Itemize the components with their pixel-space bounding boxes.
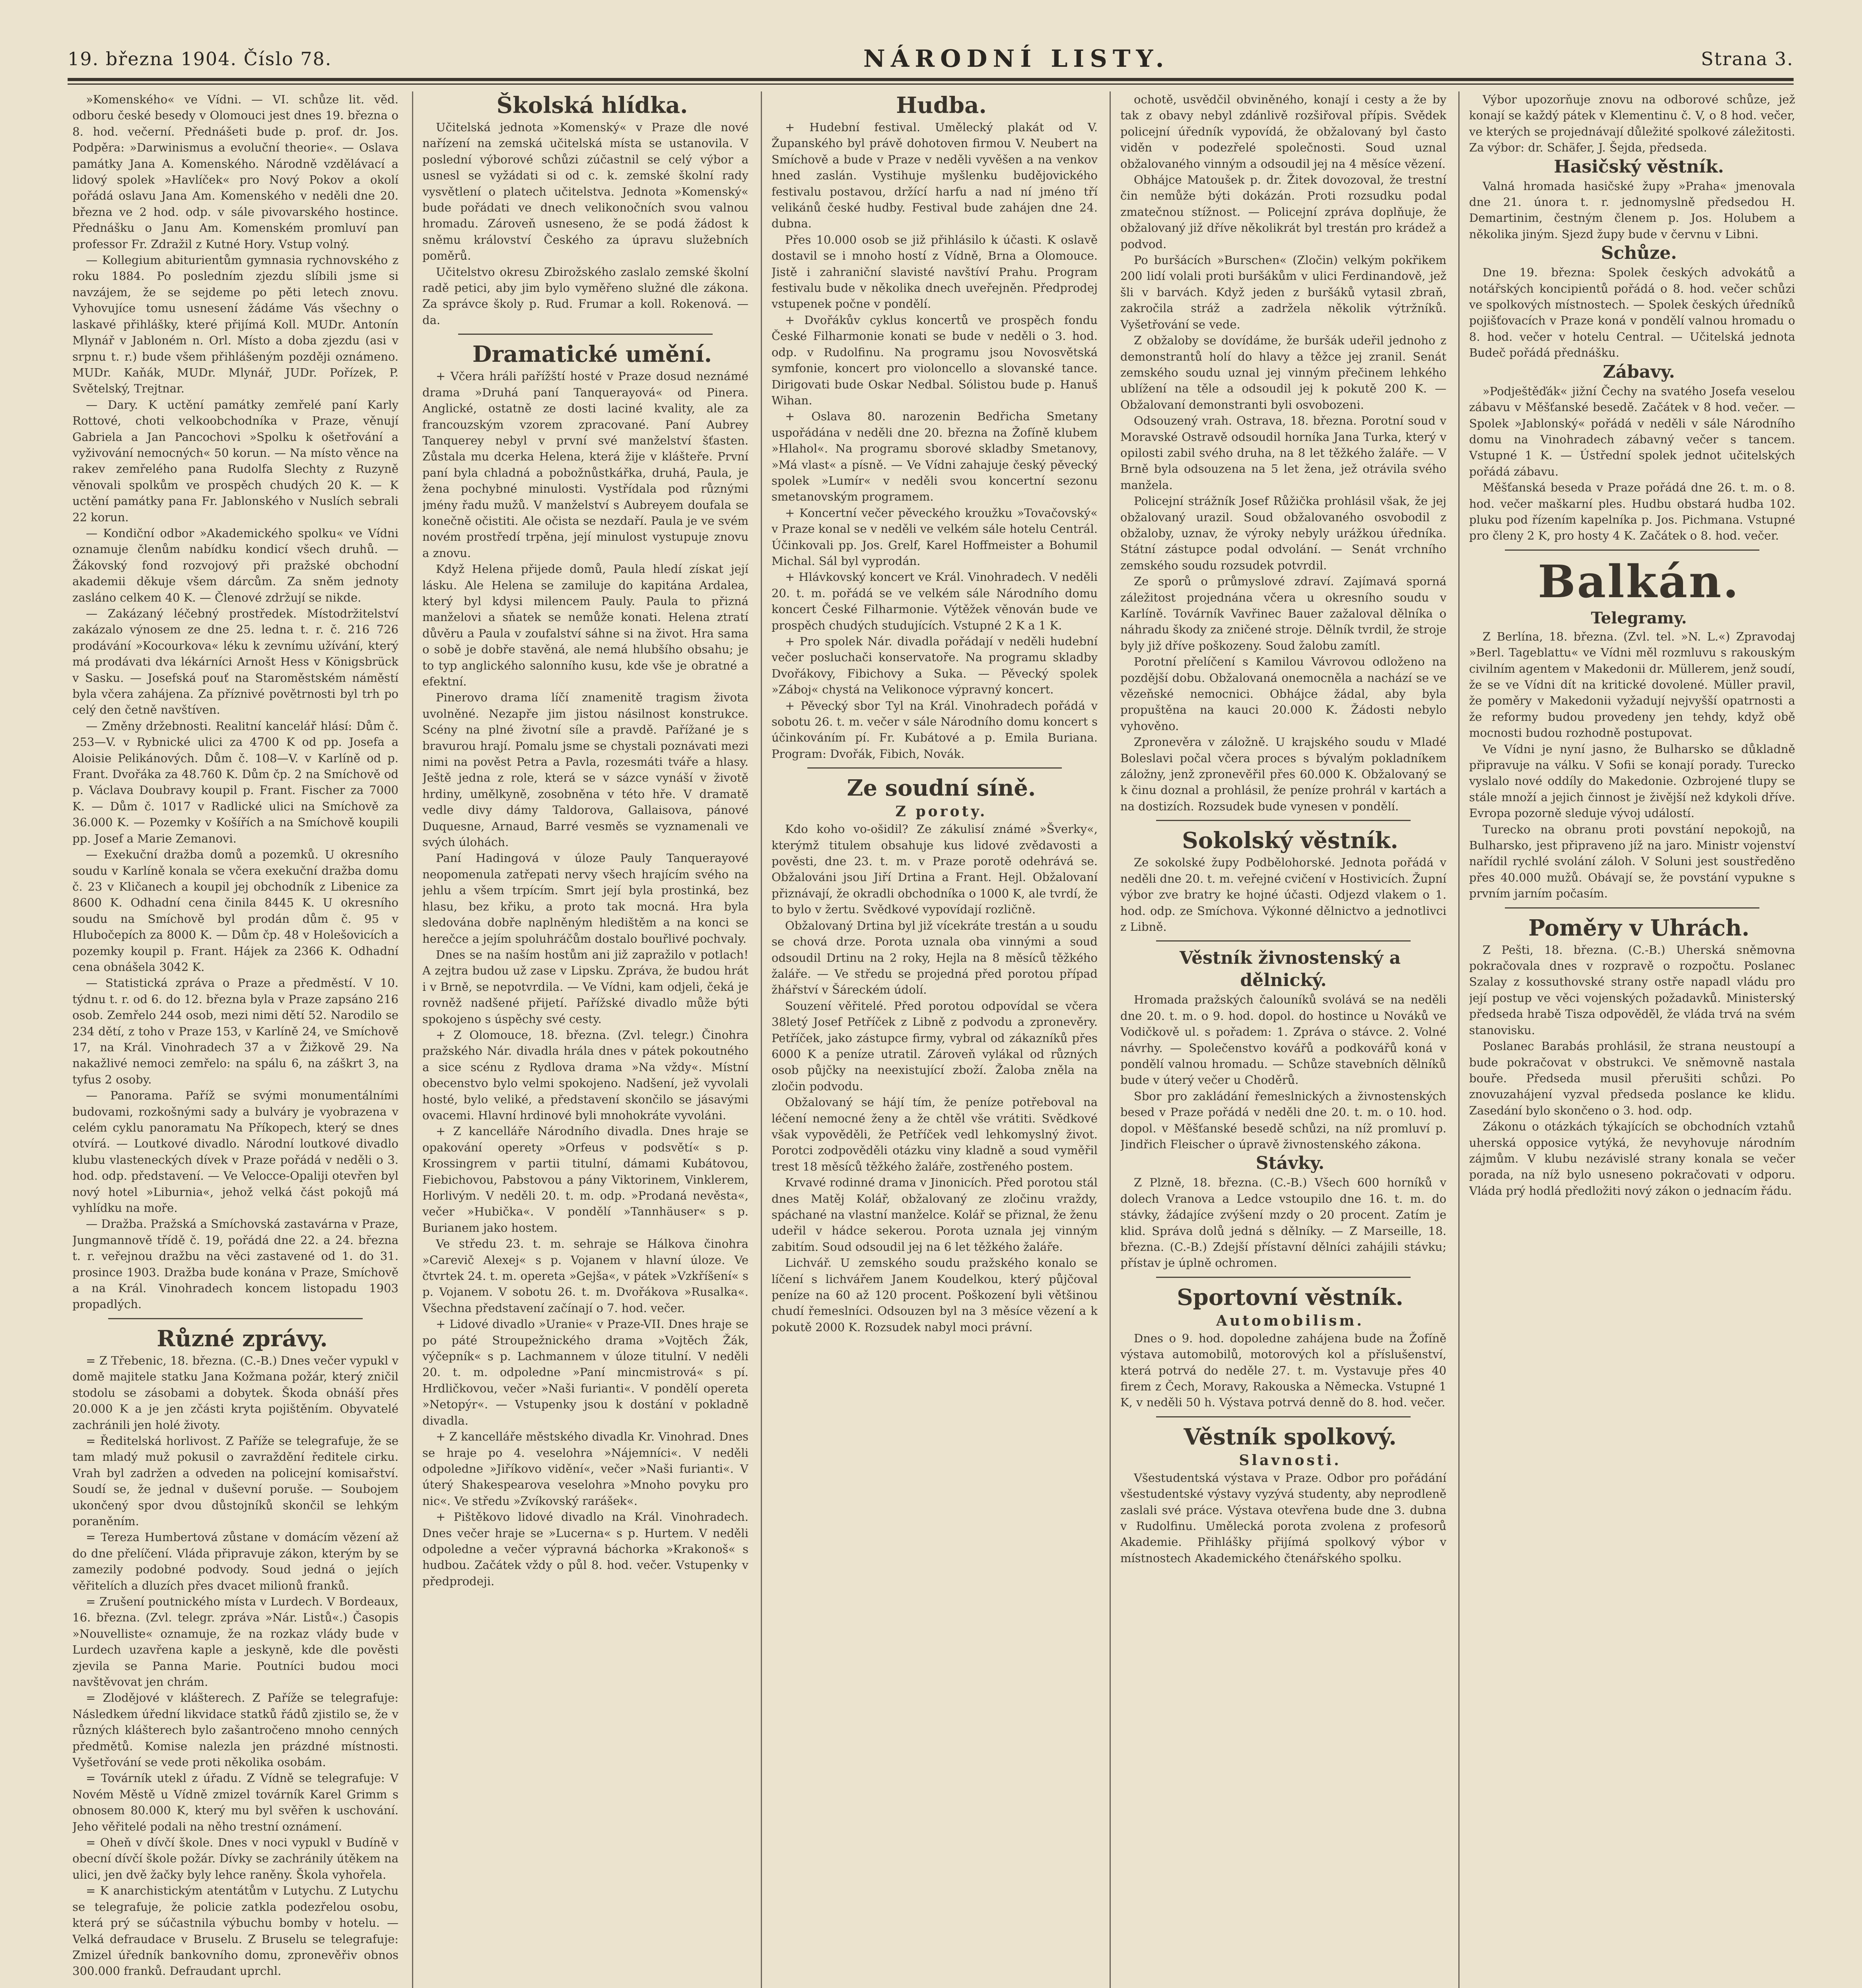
article-paragraph: Zákonu o otázkách týkajících se obchodních vztahů uherská opposice vytýká, že nevyhovuje národním zájmům. V klubu nezávislé strany konala se večer porada, na níž bylo usneseno pokračovati v odporu. Vláda prý hodlá předložiti nový zákon o jednacím řádu. — [1469, 1120, 1795, 1198]
column-divider — [761, 91, 762, 1988]
article-paragraph: + Koncertní večer pěveckého kroužku »Tovačovský« v Praze konal se v neděli ve velkém sále hotelu Centrál. Účinkovali pp. Jos. Grelf, Karel Hoffmeister a Bohumil Michal. Sál byl vyprodán. — [772, 506, 1098, 568]
subsection-title-automobilism: Automobilism. — [1216, 1312, 1364, 1329]
article-paragraph: + Dvořákův cyklus koncertů ve prospěch fondu České Filharmonie konati se bude v neděli o 3. hod. odp. v Rudolfinu. Na programu jsou Novosvětská symfonie, koncert pro violoncello a slovanské tance. Dirigovati bude Oskar Nedbal. Sólistou bude p. Hanuš Wihan. — [772, 313, 1098, 407]
article-paragraph: Obhájce Matoušek p. dr. Žitek dovozoval, že trestní čin nemůže býti dokázán. Proti rozsudku podal zmatečnou stížnost. — Policejní zpráva doplňuje, že obžalovaný již dříve několikrát byl trestán pro krádež a podvod. — [1120, 173, 1446, 251]
section-title-trade: Věstník živnostenský a dělnický. — [1179, 948, 1401, 991]
section-rule — [1156, 820, 1411, 821]
section-title-meetings: Schůze. — [1601, 243, 1677, 264]
article-paragraph: + Hudební festival. Umělecký plakát od V. Županského byl právě dohotoven firmou V. Neubert na Smíchově a bude v Praze v neděli vyvěšen a na venkov hned zaslán. Vystihuje myšlenku budějovického festivalu postavou, držící harfu a nad ní jméno tří velikánů české hudby. Festival bude zahájen dne 24. dubna. — [772, 120, 1098, 231]
masthead-title: NÁRODNÍ LISTY. — [863, 45, 1170, 73]
column-divider — [1110, 91, 1111, 1988]
subsection-title-telegrams: Telegramy. — [1591, 608, 1687, 627]
section-title-hungary: Poměry v Uhrách. — [1528, 914, 1750, 941]
article-paragraph: Dnes o 9. hod. dopoledne zahájena bude na Žofíně výstava automobilů, motorových kol a příslušenství, která potrvá do neděle 27. t. m. Vystavuje přes 40 firem z Čech, Moravy, Rakouska a Německa. Vstupné 1 K, v neděli 50 h. Výstava potrvá denně do 8. hod. večer. — [1120, 1331, 1446, 1409]
section-rule — [1156, 1277, 1411, 1278]
column-3 — [772, 91, 1098, 1988]
article-paragraph: Ze sporů o průmyslové zdraví. Zajímavá sporná záležitost projednána včera u okresního soudu v Karlíně. Továrník Vavřinec Bauer zažaloval dělníka o náhradu škody za zničené stroje. Dělník tvrdil, že stroje byly již dříve poškozeny. Soud žalobu zamítl. — [1120, 575, 1446, 652]
column-divider — [412, 91, 413, 1988]
article-paragraph: = Z Třebenic, 18. března. (C.-B.) Dnes večer vypukl v domě majitele statku Jana Kožmana požár, který zničil stodolu se zásobami a dobytek. Škoda obnáší přes 20.000 K a je jen zčásti kryta pojištěním. Obyvatelé zachránili jen holé životy. — [72, 1353, 398, 1432]
article-paragraph: Ze sokolské župy Podbělohorské. Jednota pořádá v neděli dne 20. t. m. veřejné cvičení v Hostivicích. Župní výbor zve bratry ke hojné účasti. Odjezd vlakem o 1. hod. odp. ze Smíchova. Výkonné dělnictvo a jednotlivci z Libně. — [1120, 856, 1446, 934]
section-rule — [458, 334, 713, 335]
article-paragraph: + Pro spolek Nár. divadla pořádají v neděli hudební večer posluchači konservatoře. Na programu skladby Dvořákovy, Fibichovy a Suka. — Pěvecký spolek »Záboj« chystá na Velikonoce výpravný koncert. — [772, 635, 1098, 697]
article-paragraph: Hromada pražských čalouníků svolává se na neděli dne 20. t. m. o 9. hod. dopol. do hostince u Nováků ve Vodičkově ul. s pořadem: 1. Zpráva o stávce. 2. Volné návrhy. — Společenstvo kovářů a podkovářů koná v pondělí valnou hromadu. — Schůze stavebních dělníků bude v úterý večer u Choděrů. — [1120, 993, 1446, 1087]
article-paragraph: Z Berlína, 18. března. (Zvl. tel. »N. L.«) Zpravodaj »Berl. Tageblattu« ve Vídni měl rozmluvu s rakouským civilním agentem v Makedonii dr. Müllerem, jenž soudí, že se ve Vídni dít na kritické dovolené. Müller pravil, že poměry v Makedonii vyžadují nejvyšší opatrnosti a že reformy budou provedeny jen tehdy, když obě mocnosti budou rozhodně postupovat. — [1469, 629, 1795, 740]
column-2 — [422, 91, 748, 1988]
article-paragraph: Obžalovaný se hájí tím, že peníze potřeboval na léčení nemocné ženy a že chtěl vše vrátiti. Svědkové však vypověděli, že Petříček vedl lehkomyslný život. Porotci zodpověděli otázku viny kladně a soud vyměřil trest 18 měsíců těžkého žaláře, zostřeného postem. — [772, 1095, 1098, 1173]
article-paragraph: Ve středu 23. t. m. sehraje se Hálkova činohra »Carevič Alexej« s p. Vojanem v hlavní úloze. Ve čtvrtek 24. t. m. opereta »Gejša«, v pátek »Vzkříšení« s p. Vojanem. V sobotu 26. t. m. Dvořákova »Rusalka«. Všechna představení začínají o 7. hod. večer. — [422, 1237, 748, 1315]
article-paragraph: + Lidové divadlo »Uranie« v Praze-VII. Dnes hraje se po páté Stroupežnického drama »Vojtěch Žák, výčepník« s p. Lachmannem v úloze titulní. V neděli 20. t. m. odpoledne »Paní mincmistrová« s pí. Hrdličkovou, večer »Naši furianti«. V pondělí opereta »Netopýr«. — Vstupenky jsou k dostání v pokladně divadla. — [422, 1317, 748, 1427]
article-paragraph: Výbor upozorňuje znovu na odborové schůze, jež konají se každý pátek v Klementinu č. V, o 8 hod. večer, ve kterých se projednávají důležité spolkové záležitosti. Za výbor: dr. Schäfer, J. Šejda, předseda. — [1469, 93, 1795, 155]
article-paragraph: Policejní strážník Josef Růžička prohlásil však, že jej obžalovaný urazil. Soud obžalovaného osvobodil z obžaloby, uznav, že výroky nebyly urážkou úředníka. Státní zástupce podal odvolání. — Senát vrchního zemského soudu rozsudek potvrdil. — [1120, 494, 1446, 572]
article-paragraph: Zpronevěra v záložně. U krajského soudu v Mladé Boleslavi počal včera proces s bývalým pokladníkem záložny, jenž zpronevěřil přes 60.000 K. Obžalovaný se k činu doznal a prohlásil, že peníze prohrál v kartách a na dostizích. Rozsudek bude vynesen v pondělí. — [1120, 735, 1446, 813]
section-title-misc: Různé zprávy. — [157, 1325, 328, 1352]
article-paragraph: Dne 19. března: Spolek českých advokátů a notářských koncipientů pořádá o 8. hod. večer schůzi ve spolkových místnostech. — Spolek českých úředníků pojišťovacích v Praze koná v pondělí valnou hromadu o 8. hod. večer v hotelu Central. — Učitelská jednota Budeč pořádá přednášku. — [1469, 266, 1795, 360]
section-title-clubs: Věstník spolkový. — [1184, 1423, 1397, 1450]
article-paragraph: »Podještěďák« jižní Čechy na svatého Josefa veselou zábavu v Měšťanské besedě. Začátek v 8 hod. večer. — Spolek »Jablonský« pořádá v neděli v sále Národního domu na Vinohradech zábavný večer s tancem. Vstupné 1 K. — Ústřední spolek jednot učitelských pořádá zábavu. — [1469, 384, 1795, 478]
article-paragraph: Poslanec Barabás prohlásil, že strana neustoupí a bude pokračovat v obstrukci. Ve sněmovně nastala bouře. Předseda musil přerušiti schůzi. Po znovuzahájení vyzval předseda poslance ke klidu. Zasedání bylo skončeno o 3. hod. odp. — [1469, 1039, 1795, 1117]
section-title-balkan: Balkán. — [1537, 555, 1740, 608]
article-paragraph: — Exekuční dražba domů a pozemků. U okresního soudu v Karlíně konala se včera exekuční dražba domu č. 23 v Kličanech a koupil jej obchodník z Libenice za 8600 K. Odhadní cena činila 8445 K. U okresního soudu na Smíchově byl prodán dům č. 95 v Hlubočepích za 8000 K. — Dům čp. 48 v Holešovicích a pozemky koupil p. Frant. Hájek za 2366 K. Odhadní cena obnášela 3042 K. — [72, 848, 398, 974]
article-paragraph: — Kollegium abiturientům gymnasia rychnovského z roku 1884. Po posledním zjezdu slíbili jsme si navzájem, že se sejdeme po pěti letech znovu. Vyhovujíce tomu usnesení žádáme Vás všechny o laskavé přihlášky, které přijímá Koll. MUDr. Antonín Mlynář v Jabloném n. Orl. Místo a doba zjezdu (asi v srpnu t. r.) bude všem přihlášeným později oznámeno. MUDr. Kaňák, MUDr. Mlynář, JUDr. Pořízek, P. Světelský, Trejtnar. — [72, 253, 398, 396]
section-title-sport: Sportovní věstník. — [1177, 1284, 1403, 1310]
article-paragraph: Valná hromada hasičské župy »Praha« jmenovala dne 21. února t. r. jednomyslně předsedou H. Demartinim, čestným členem p. Jos. Holubem a několika jiným. Sjezd župy bude v červnu v Libni. — [1469, 179, 1795, 241]
article-paragraph: + Z kancelláře Národního divadla. Dnes hraje se opakování operety »Orfeus v podsvětí« s p. Krossingrem v partii titulní, dámami Kubátovou, Fiebichovou, Pabstovou a pány Viktorinem, Vinklerem, Horlivým. V neděli 20. t. m. odp. »Prodaná nevěsta«, večer »Hubička«. V pondělí »Tannhäuser« s p. Burianem jako hostem. — [422, 1124, 748, 1235]
article-paragraph: Odsouzený vrah. Ostrava, 18. března. Porotní soud v Moravské Ostravě odsoudil horníka Jana Turka, který v opilosti zabil svého druha, na 8 let těžkého žaláře. — V Brně byla odsouzena na 5 let žena, jež otrávila svého manžela. — [1120, 414, 1446, 492]
section-title-firefighters: Hasičský věstník. — [1554, 156, 1724, 177]
article-paragraph: Turecko na obranu proti povstání nepokojů, na Bulharsko, jest připraveno jíž na jaro. Ministr vojenství nařídil rychlé svolání záloh. V Soluni jest soustředěno přes 40.000 mužů. Obávají se, že povstání vypukne s prvním jarním počasím. — [1469, 822, 1795, 901]
section-title-music: Hudba. — [896, 92, 987, 118]
subsection-title-celebrations: Slavnosti. — [1239, 1452, 1341, 1469]
article-paragraph: Z Pešti, 18. března. (C.-B.) Uherská sněmovna pokračovala dnes v rozpravě o rozpočtu. Poslanec Szalay z kossuthovské strany ostře napadl vládu pro její postup ve věci vojenských požadavků. Ministerský předseda hrabě Tisza odpověděl, že vláda trvá na svém stanovisku. — [1469, 943, 1795, 1037]
section-title-drama: Dramatické umění. — [472, 341, 712, 368]
article-paragraph: Sbor pro zakládání řemeslnických a živnostenských besed v Praze pořádá v neděli dne 20. t. m. o 10. hod. dopol. v Měšťanské besedě schůzi, na níž promluví p. Jindřich Fleischer o úpravě živnostenského zákona. — [1120, 1089, 1446, 1151]
section-rule — [807, 767, 1062, 769]
article-paragraph: Učitelstvo okresu Zbirožského zaslalo zemské školní radě petici, aby jim bylo vyměřeno služné dle zákona. Za správce školy p. Rud. Frumar a koll. Rokenová. — da. — [422, 265, 748, 327]
section-title-strikes: Stávky. — [1256, 1153, 1325, 1174]
page-number: Strana 3. — [1701, 48, 1794, 70]
article-paragraph: = Oheň v dívčí škole. Dnes v noci vypukl v Budíně v obecní dívčí škole požár. Dívky se zachránily útěkem na ulici, jen dvě žačky byly lehce raněny. Škola vyhořela. — [72, 1836, 398, 1881]
article-paragraph: — Dary. K uctění památky zemřelé paní Karly Rottové, choti velkoobchodníka v Praze, věnují Gabriela a Jan Pancochovi »Spolku k ošetřování a vyživování nemocných« 50 korun. — Na místo věnce na rakev zemřelého pana Rudolfa Slechty z Ruzyně věnovali spolkům ve prospěch chudých 20 K. — K uctění památky pana Fr. Jablonského v Nuslích sebrali 22 korun. — [72, 398, 398, 524]
article-paragraph: — Statistická zpráva o Praze a předměstí. V 10. týdnu t. r. od 6. do 12. března byla v Praze zapsáno 216 osob. Zemřelo 244 osob, mezi nimi dětí 52. Narodilo se 234 dětí, z toho v Praze 153, v Karlíně 24, ve Smíchově 17, na Král. Vinohradech 37 a v Žižkově 29. Na nakažlivé nemoci zemřelo: na spálu 6, na záškrt 3, na tyfus 2 osoby. — [72, 976, 398, 1086]
column-4 — [1120, 91, 1446, 1988]
article-paragraph: Obžalovaný Drtina byl již vícekráte trestán a u soudu se chová drze. Porota uznala oba vinnými a soud odsoudil Drtinu na 2 roky, Hejla na 8 měsíců těžkého žaláře. — Ve středu se projedná před porotou případ žhářství v Šáreckém údolí. — [772, 918, 1098, 997]
article-paragraph: Porotní přelíčení s Kamilou Vávrovou odloženo na pozdější dobu. Obžalovaná onemocněla a nachází se ve vězeňské nemocnici. Obhájce žádal, aby byla propuštěna na kauci 20.000 K. Žádosti nebylo vyhověno. — [1120, 655, 1446, 733]
article-paragraph: + Hlávkovský koncert ve Král. Vinohradech. V neděli 20. t. m. pořádá se ve velkém sále Národního domu koncert České Filharmonie. Výtěžek věnován bude ve prospěch chudých studujících. Vstupné 2 K a 1 K. — [772, 570, 1098, 632]
section-title-school: Školská hlídka. — [496, 92, 688, 118]
article-paragraph: Všestudentská výstava v Praze. Odbor pro pořádání všestudentské výstavy vyzývá studenty, aby neprodleně zaslali své práce. Výstava otevřena bude dne 3. dubna v Rudolfinu. Umělecká porota zvolena z profesorů Akademie. Přihlášky přijímá spolkový výbor v místnostech Akademického čtenářského spolku. — [1120, 1471, 1446, 1565]
section-rule — [108, 1318, 363, 1319]
article-paragraph: Z Plzně, 18. března. (C.-B.) Všech 600 horníků v dolech Vranova a Ledce vstoupilo dne 16. t. m. do stávky, žádajíce zvýšení mzdy o 20 procent. Zatím je klid. Správa dolů jedná s dělníky. — Z Marseille, 18. března. (C.-B.) Zdejší přístavní dělníci zahájili stávku; přístav je úplně ochromen. — [1120, 1176, 1446, 1270]
issue-date: 19. března 1904. Číslo 78. — [68, 48, 332, 70]
article-paragraph: Měšťanská beseda v Praze pořádá dne 26. t. m. o 8. hod. večer maškarní ples. Hudbu obstará hudba 102. pluku pod řízením kapelníka p. Jos. Pichmana. Vstupné pro členy 2 K, pro hosty 4 K. Začátek o 8. hod. večer. — [1469, 481, 1795, 543]
article-paragraph: = Tereza Humbertová zůstane v domácím vězení až do dne přelíčení. Vláda připravuje zákon, kterým by se zamezily podobné podvody. Soud jedná o jejích věřitelích a dluzích přes dvacet milionů franků. — [72, 1530, 398, 1592]
article-paragraph: Ve Vídni je nyní jasno, že Bulharsko se důkladně připravuje na válku. V Sofii se konají porady. Turecko vyslalo nové oddíly do Makedonie. Ozbrojené tlupy se stále množí a jejich činnost je živější než kdykoli dříve. Evropa pozorně sleduje vývoj událostí. — [1469, 742, 1795, 820]
article-paragraph: + Pištěkovo lidové divadlo na Král. Vinohradech. Dnes večer hraje se »Lucerna« s p. Hurtem. V neděli odpoledne a večer výpravná báchorka »Krakonoš« s hudbou. Začátek vždy o půl 8. hod. večer. Vstupenky v předprodeji. — [422, 1510, 748, 1588]
article-paragraph: Krvavé rodinné drama v Jinonicích. Před porotou stál dnes Matěj Kolář, obžalovaný ze zločinu vraždy, spáchané na vlastní manželce. Kolář se přiznal, že ženu udeřil v hádce sekerou. Porota uznala jej vinným zabitím. Soud odsoudil jej na 6 let těžkého žaláře. — [772, 1176, 1098, 1254]
article-paragraph: + Pěvecký sbor Tyl na Král. Vinohradech pořádá v sobotu 26. t. m. večer v sále Národního domu koncert s účinkováním pí. Fr. Kubátové a p. Emila Buriana. Program: Dvořák, Fibich, Novák. — [772, 699, 1098, 761]
article-paragraph: Z obžaloby se dovídáme, že buršák udeřil jednoho z demonstrantů holí do hlavy a těžce jej zranil. Senát zemského soudu uznal jej vinným přečinem lehkého ublížení na těle a odsoudil jej k pokutě 200 K. — Obžalovaní demonstranti byli osvobozeni. — [1120, 334, 1446, 412]
section-title-court: Ze soudní síně. — [847, 775, 1036, 802]
article-paragraph: + Z kancelláře městského divadla Kr. Vinohrad. Dnes se hraje po 4. veselohra »Nájemníci«. V neděli odpoledne »Jiříkovo vidění«, večer »Naši furianti«. V úterý Shakespearova veselohra »Mnoho povyku pro nic«. Ve středu »Zvíkovský rarášek«. — [422, 1430, 748, 1508]
subsection-title-jury: Z poroty. — [895, 803, 987, 820]
article-paragraph: = Továrník utekl z úřadu. Z Vídně se telegrafuje: V Novém Městě u Vídně zmizel továrník Karel Grimm s obnosem 80.000 K, který mu byl svěřen k uschování. Jeho věřitelé podali na něho trestní oznámení. — [72, 1771, 398, 1833]
header-rule — [68, 78, 1794, 81]
article-paragraph: — Zakázaný léčebný prostředek. Místodržitelství zakázalo výnosem ze dne 25. ledna t. r. č. 216 726 prodávání »Kocourkova« léku k zevnímu užívání, který má prodávati dva lékárníci Arnošt Hess v Königsbrück v Sasku. — Josefská pouť na Staroměstském náměstí byla včera zahájena. Za příznivé povětrnosti byl trh po celý den četně navštíven. — [72, 607, 398, 717]
article-paragraph: = K anarchistickým atentátům v Lutychu. Z Lutychu se telegrafuje, že policie zatkla podezřelou osobu, která prý se súčastnila výbuchu bomby v hotelu. — Velká defraudace v Bruselu. Z Bruselu se telegrafuje: Zmizel úředník bankovního domu, zpronevěřiv obnos 300.000 franků. Defraudant uprchl. — [72, 1884, 398, 1978]
article-paragraph: Pinerovo drama líčí znamenitě tragism života uvolněné. Nezapře jim jistou násilnost konstrukce. Scény na plné životní síle a pravdě. Pařížané je s bravurou hrají. Pomalu jsme se chystali poznávati mezi nimi na pověst Petra a Pavla, rozesmáti tváře a hlasy. Ještě jedna z role, která se v sázce vynáší v životě hrdiny, umělkyně, zosobněna v této hře. V dramatě vedle divy dámy Taldorova, Gallaisova, pánové Duquesne, Arnaud, Barré vesměs se vyznamenali ve svých úlohách. — [422, 691, 748, 849]
article-paragraph: Souzení věřitelé. Před porotou odpovídal se včera 38letý Josef Petříček z Libně z podvodu a zpronevěry. Petříček, jako zástupce firmy, vybral od zákazníků přes 6000 K a peníze utratil. Zároveň vylákal od různých osob půjčky na neexistující zboží. Žaloba zněla na zločin podvodu. — [772, 999, 1098, 1093]
article-paragraph: = Zrušení poutnického místa v Lurdech. V Bordeaux, 16. března. (Zvl. telegr. zpráva »Nár. Listů«.) Časopis »Nouvelliste« oznamuje, že na rozkaz vlády bude v Lurdech uzavřena kaple a jeskyně, kde dle pověsti zjevila se Panna Marie. Poutníci budou moci navštěvovat jen chrám. — [72, 1594, 398, 1689]
article-paragraph: Kdo koho vo-ošidil? Ze zákulisí známé »Šverky«, kterýmž titulem obsahuje kus lidové zvědavosti a pověsti, dne 23. t. m. v Praze porotě odehrává se. Obžalováni jsou Jiří Drtina a Frant. Hejl. Obžalovaní přiznávají, že okradli obchodníka o 1000 K, ale tvrdí, že to bylo v žertu. Svědkové vypovídají rozličně. — [772, 822, 1098, 916]
article-paragraph: = Ředitelská horlivost. Z Paříže se telegrafuje, že se tam mladý muž pokusil o zavraždění ředitele cirku. Vrah byl zadržen a odveden na policejní komisařství. Soudí se, že jednal v duševní poruše. — Soubojem ukončený spor dvou důstojníků skončil se lehkým poraněním. — [72, 1434, 398, 1528]
page-header — [68, 43, 1794, 75]
section-rule — [1156, 940, 1411, 942]
article-paragraph: Dnes se na naším hostům ani již zapražilo v potlach! A zejtra budou už zase v Lipsku. Zpráva, že budou hrát i v Brně, se nepotvrdila. — Ve Vídni, kam odjeli, čeká je rovněž nadšené přijetí. Pařížské divadlo může býti spokojeno s úspěchy své cesty. — [422, 947, 748, 1026]
header-rule-thin — [68, 83, 1794, 85]
section-title-entertainment: Zábavy. — [1603, 361, 1675, 382]
article-paragraph: Po buršácích »Burschen« (Zločin) velkým pokřikem 200 lidí volali proti buršákům v ulici Ferdinandově, jež šli v barvách. Když jeden z buršáků vytasil zbraň, zakročila stráž a zadržela několik výtržníků. Vyšetřování se vede. — [1120, 253, 1446, 331]
column-divider — [1458, 91, 1460, 1988]
article-paragraph: — Dražba. Pražská a Smíchovská zastavárna v Praze, Jungmannově třídě č. 19, pořádá dne 22. a 24. března t. r. veřejnou dražbu na věci zastavené od 1. do 31. prosince 1903. Dražba bude konána v Praze, Smíchově a na Král. Vinohradech koncem listopadu 1903 propadlých. — [72, 1217, 398, 1311]
article-paragraph: + Oslava 80. narozenin Bedřicha Smetany uspořádána v neděli dne 20. března na Žofíně klubem »Hlahol«. Na programu sborové skladby Smetanovy, »Má vlast« a písně. — Ve Vídni zahajuje český pěvecký spolek »Lumír« v neděli svou koncertní sezonu smetanovským programem. — [772, 410, 1098, 504]
article-paragraph: »Komenského« ve Vídni. — VI. schůze lit. věd. odboru české besedy v Olomouci jest dnes 19. března o 8. hod. večerní. Přednášeti bude p. prof. dr. Jos. Podpěra: »Darwinismus a evoluční theorie«. — Oslava památky Jana A. Komenského. Národně vzdělávací a lidový spolek »Havlíček« pro Nový Pokov a okolí pořádá oslavu Jana Am. Komenského v neděli dne 20. března ve 2 hod. odp. v sále pivovarského hostince. Přednášku o Janu Am. Komenském promluví pan professor Fr. Zdražil z Kutné Hory. Vstup volný. — [72, 93, 398, 251]
article-paragraph: ochotě, usvědčil obviněného, konají i cesty a že by tak z obavy nebyl zdánlivě rozšiřoval přípis. Svědek policejní úředník vypovídá, že obžalovaný byl často viděn v podezřelé společnosti. Soud uznal obžalovaného vinným a odsoudil jej na 4 měsíce vězení. — [1120, 93, 1446, 171]
article-paragraph: Paní Hadingová v úloze Pauly Tanquerayové neopomenula zatřepati nervy všech hrajícím svého na jehlu a všem trpícím. Smrt její byla prostinká, bez hlasu, bez křiku, a proto tak mocná. Hra byla sledována dobře naplněným hledištěm a na konci se herečce a jejím spoluhráčům dostalo bouřlivé pochvaly. — [422, 851, 748, 945]
section-title-sokol: Sokolský věstník. — [1182, 827, 1398, 854]
column-1 — [72, 91, 398, 1988]
section-rule — [1156, 1416, 1411, 1417]
article-paragraph: + Včera hráli pařížští hosté v Praze dosud neznámé drama »Druhá paní Tanquerayová« od Pinera. Anglické, ostatně ze dosti laciné kvality, ale za francouzským vzorem zpracované. Paní Aubrey Tanquerey nebyl v první své manželství šťasten. Zůstala mu dcerka Helena, která žije v klášteře. První paní byla chladná a pobožnůstkářka, druhá, Paula, je žena pochybné minulosti. Vystřídala pod různými jmény řadu mužů. V manželství s Aubreyem doufala se konečně očistiti. Ale očista se nezdaří. Paula je ve svém novém prostředí trpěna, její minulost vystupuje znovu a znovu. — [422, 369, 748, 560]
section-rule — [1505, 549, 1759, 551]
article-paragraph: + Z Olomouce, 18. března. (Zvl. telegr.) Činohra pražského Nár. divadla hrála dnes v pátek pokoutného a sice scénu z Rydlova drama »Na vždy«. Místní obecenstvo bylo velmi spokojeno. Nadšení, jež vyvolali hosté, bylo veliké, a představení skončilo se jásavými ovacemi. Hlavní hrdinové byli mnohokráte vyvoláni. — [422, 1028, 748, 1122]
section-rule — [1505, 907, 1759, 909]
article-paragraph: Přes 10.000 osob se již přihlásilo k účasti. K oslavě dostavil se i mnoho hostí z Vídně, Brna a Olomouce. Jistě i zahraniční slavisté navštíví Prahu. Program festivalu bude v několika dnech uveřejněn. Předprodej vstupenek počne v pondělí. — [772, 233, 1098, 311]
article-paragraph: — Změny držebnosti. Realitní kancelář hlásí: Dům č. 253—V. v Rybnické ulici za 4700 K od pp. Josefa a Aloisie Pelikánových. Dům č. 108—V. v Karlíně od p. Frant. Dvořáka za 48.760 K. Dům čp. 2 na Smíchově od p. Václava Doubravy koupil p. Frant. Fischer za 7000 K. — Dům č. 1017 v Radlické ulici na Smíchově za 36.000 K. — Pozemky v Košířích a na Smíchově koupili pp. Josef a Marie Zemanovi. — [72, 719, 398, 845]
article-paragraph: — Kondiční odbor »Akademického spolku« ve Vídni oznamuje členům nabídku kondicí všech druhů. — Žákovský fond rozvojový při pražské obchodní akademii děkuje všem dárcům. Za sněm jednoty zasláno celkem 40 K. — Členové zdržují se nikde. — [72, 526, 398, 604]
article-paragraph: Lichvář. U zemského soudu pražského konalo se líčení s lichvářem Janem Koudelkou, který půjčoval peníze na 60 až 120 procent. Poškození byli většinou chudí řemeslníci. Odsouzen byl na 3 měsíce vězení a k pokutě 2000 K. Rozsudek nabyl moci právní. — [772, 1256, 1098, 1334]
article-paragraph: = Zlodějové v klášterech. Z Paříže se telegrafuje: Následkem úřední likvidace statků řádů zjistilo se, že v různých klášterech bylo zašantročeno mnoho cenných předmětů. Komise nalezla jen prázdné místnosti. Vyšetřování se vede proti několika osobám. — [72, 1691, 398, 1769]
article-paragraph: Když Helena přijede domů, Paula hledí získat její lásku. Ale Helena se zamiluje do kapitána Ardalea, který byl kdysi milencem Pauly. Paula to přizná manželovi a sňatek se nemůže konati. Helena ztratí důvěru a Paula v zoufalství sáhne si na život. Hra sama o sobě je dobře stavěná, ale nemá hlubšího obsahu; je to typ anglického salonního kusu, kde vše je obratné a efektní. — [422, 562, 748, 688]
article-paragraph: — Panorama. Paříž se svými monumentálními budovami, rozkošnými sady a bulváry je vyobrazena v celém cyklu panoramatu Na Příkopech, který se dnes otvírá. — Loutkové divadlo. Národní loutkové divadlo klubu vlasteneckých dívek v Praze pořádá v neděli o 3. hod. odp. představení. — Ve Velocce-Opaliji otevřen byl nový hotel »Liburnia«, jehož velká část pokojů má vyhlídku na moře. — [72, 1089, 398, 1215]
column-5 — [1469, 91, 1795, 1988]
article-paragraph: Učitelská jednota »Komenský« v Praze dle nové nařízení na zemská učitelská místa se ustanovila. V poslední výborové schůzi zúčastnil se celý výbor a usnesl se vyžádati si od c. k. zemské školní rady vysvětlení o platech učitelstva. Jednota »Komenský« bude pořádati ve dnech velikonočních svou valnou hromadu. Zároveň usneseno, že se podá žádost k sněmu království Českého za úpravu služebních poměrů. — [422, 120, 748, 263]
